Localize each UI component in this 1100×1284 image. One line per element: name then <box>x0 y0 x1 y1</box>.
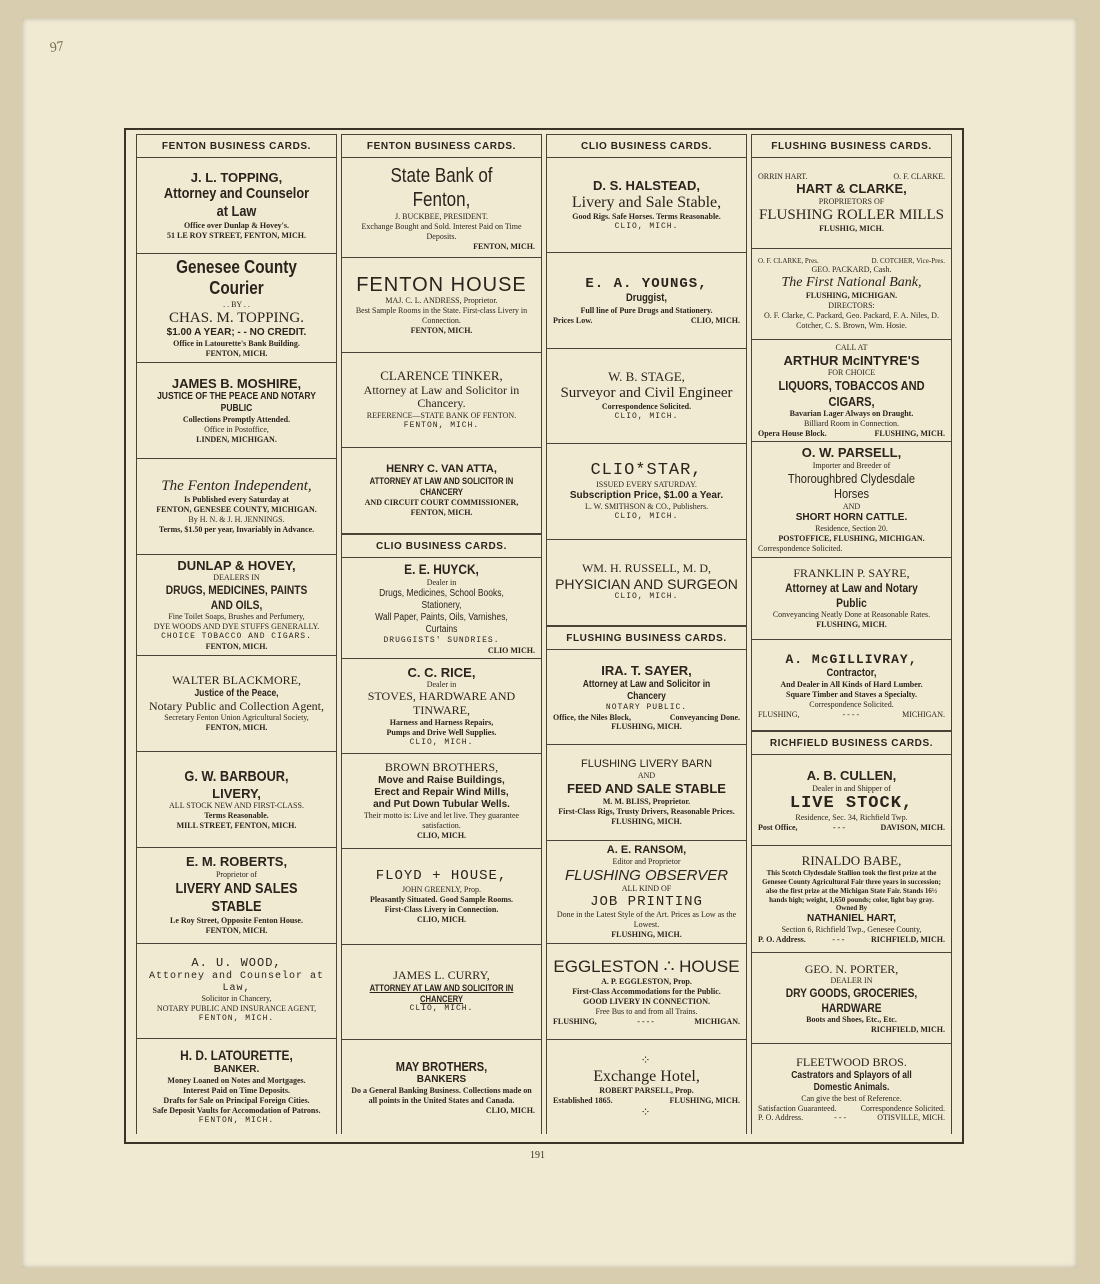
card-line: FLUSHING, MICH. <box>874 429 945 439</box>
card-barbour <box>137 752 336 848</box>
card-line: JOB PRINTING <box>590 894 703 911</box>
card-line: - - - - <box>637 1016 654 1026</box>
card-name: A. B. CULLEN, <box>806 768 897 784</box>
card-line: Section 6, Richfield Twp., Genesee County, <box>781 925 922 935</box>
card-line: NOTARY PUBLIC. <box>605 702 688 712</box>
card-line: Pumps and Drive Well Supplies. <box>386 727 497 737</box>
card-line: J. BUCKBEE, PRESIDENT. <box>395 211 488 221</box>
card-line: P. O. Address. <box>758 1112 804 1122</box>
card-line: Solicitor in Chancery, <box>201 994 272 1004</box>
card-line: CLIO, MICH. <box>614 511 679 521</box>
card-line: O. F. CLARKE, Pres. <box>758 256 819 265</box>
business-cards-frame <box>124 128 964 1144</box>
card-line: ALL STOCK NEW AND FIRST-CLASS. <box>169 801 304 811</box>
card-line: Secretary Fenton Union Agricultural Society, <box>164 713 309 723</box>
card-sayer <box>547 650 746 745</box>
card-tinker <box>342 353 541 448</box>
card-line: - - - - <box>842 709 860 719</box>
card-name: WALTER BLACKMORE, <box>172 672 301 687</box>
card-line: CLIO, MICH. <box>614 592 679 602</box>
card-line: Subscription Price, $1.00 a Year. <box>569 489 724 501</box>
card-moshire <box>137 363 336 459</box>
card-line: $1.00 A YEAR; - - NO CREDIT. <box>166 327 307 339</box>
card-line: Conveyancing Done. <box>669 712 740 722</box>
card-rice <box>342 659 541 754</box>
card-line: DRY GOODS, GROCERIES, HARDWARE <box>785 986 918 1015</box>
card-line: Billiard Room in Connection. <box>803 419 900 429</box>
card-line: LIVERY AND SALES STABLE <box>175 879 298 915</box>
card-cullen <box>752 755 951 846</box>
card-line: DAVISON, MICH. <box>880 822 945 832</box>
card-line: CLIO, MICH. <box>614 222 679 232</box>
card-line: ISSUED EVERY SATURDAY. <box>596 479 697 489</box>
card-line: FENTON, MICH. <box>403 421 480 431</box>
card-line: Opera House Block. <box>758 429 827 439</box>
card-line: FLUSHING, <box>758 709 800 719</box>
card-line: Satisfaction Guaranteed. <box>758 1103 837 1113</box>
card-line: CHOICE TOBACCO AND CIGARS. <box>161 632 312 642</box>
card-line: Notary Public and Collection Agent, <box>149 698 324 713</box>
card-line: O. F. Clarke, C. Packard, Geo. Packard, F. A. Niles, D. Cotcher, C. S. Brown, Wm. Hosie. <box>764 310 939 330</box>
card-line: CLIO, MICH. <box>485 1106 535 1116</box>
card-line: Dealer in <box>426 578 457 588</box>
card-line: LIQUORS, TOBACCOS AND CIGARS, <box>778 378 925 409</box>
card-line: LIVE STOCK, <box>789 793 914 813</box>
card-name: EGGLESTON ∴ HOUSE <box>553 957 740 977</box>
card-line: ALL KIND OF <box>621 884 672 894</box>
card-line: Office, the Niles Block, <box>553 712 631 722</box>
card-fleetwood <box>752 1044 951 1134</box>
card-latourette <box>137 1039 336 1134</box>
card-line: DRUGGISTS' SUNDRIES. <box>383 636 500 646</box>
card-line: FLUSHING OBSERVER <box>564 866 729 884</box>
card-line: FLUSHING, MICHIGAN. <box>805 290 898 300</box>
section-header: RICHFIELD BUSINESS CARDS. <box>752 731 951 755</box>
card-line: FENTON, MICH. <box>205 642 268 652</box>
card-line: and Put Down Tubular Wells. <box>373 799 510 811</box>
card-name: FLOYD + HOUSE, <box>375 868 508 885</box>
section-header: CLIO BUSINESS CARDS. <box>342 534 541 558</box>
card-line: MICHIGAN. <box>902 709 945 719</box>
card-independent <box>137 459 336 555</box>
card-name: HENRY C. VAN ATTA, <box>386 463 497 476</box>
card-name: CLARENCE TINKER, <box>380 367 503 383</box>
card-stage <box>547 349 746 444</box>
card-line: FLUSHIG, MICH. <box>819 223 884 233</box>
card-porter <box>752 953 951 1044</box>
card-line: FOR CHOICE <box>827 368 876 378</box>
card-line: 51 LE ROY STREET, FENTON, MICH. <box>167 231 306 241</box>
card-line: RICHFIELD, MICH. <box>870 935 945 945</box>
card-line: And Dealer in All Kinds of Hard Lumber. <box>780 679 923 689</box>
card-line: AND <box>637 771 656 781</box>
card-line: Attorney at Law and Solicitor in Chancery <box>582 678 711 702</box>
card-line: Proprietor of <box>215 869 258 879</box>
card-line: MICHIGAN. <box>694 1016 740 1026</box>
card-name: E. E. HUYCK, <box>404 561 479 578</box>
card-line: Surveyor and Civil Engineer <box>560 384 733 401</box>
card-name: BROWN BROTHERS, <box>384 760 499 775</box>
card-line: BANKER. <box>213 1064 260 1076</box>
card-blackmore <box>137 656 336 752</box>
page-number: 191 <box>530 1150 545 1161</box>
card-line: FENTON, MICH. <box>198 1014 275 1024</box>
card-dunlap-hovey <box>137 555 336 656</box>
section-header: FLUSHING BUSINESS CARDS. <box>752 134 951 158</box>
card-line: NOTARY PUBLIC AND INSURANCE AGENT, <box>156 1004 317 1014</box>
card-line: FLUSHING, MICH. <box>611 816 682 826</box>
card-name: A. E. RANSOM, <box>606 843 687 856</box>
card-line: MAJ. C. L. ANDRESS, Proprietor. <box>385 295 498 305</box>
card-clio-star <box>547 444 746 539</box>
card-name: MAY BROTHERS, <box>395 1058 488 1074</box>
card-name: GEO. N. PORTER, <box>804 961 899 976</box>
card-line: Attorney at Law and Solicitor in Chancery. <box>363 382 520 411</box>
card-line: DYE WOODS AND DYE STUFFS GENERALLY. <box>153 622 320 632</box>
card-line: Correspondence Solicited. <box>601 402 692 412</box>
card-line: Attorney and Counselor at Law, <box>148 971 325 994</box>
card-line: - - - <box>833 822 845 832</box>
card-line: Terms Reasonable. <box>204 811 269 821</box>
card-line: CLIO, MICH. <box>416 831 467 841</box>
card-line: CLIO, MICH. <box>690 315 740 325</box>
card-line: Residence, Section 20. <box>815 524 888 534</box>
card-line: First-Class Rigs, Trusty Drivers, Reasonable Prices. <box>558 806 735 816</box>
card-line: P. O. Address. <box>758 935 806 945</box>
card-line: Correspondence Solicited. <box>860 1103 945 1113</box>
card-courier <box>137 254 336 363</box>
card-name: JAMES L. CURRY, <box>393 968 490 982</box>
card-line: PROPRIETORS OF <box>818 196 885 206</box>
card-line: Castrators and Splayors of all Domestic Animals. <box>791 1069 912 1093</box>
column-fenton-clio <box>341 134 542 1134</box>
card-name: RINALDO BABE, <box>801 853 902 869</box>
card-line: Their motto is: Live and let live. They guarantee satisfaction. <box>363 811 520 831</box>
card-name: FENTON HOUSE <box>356 273 527 296</box>
card-line: Prices Low. <box>553 315 593 325</box>
card-line: AND CIRCUIT COURT COMMISSIONER, <box>364 498 519 507</box>
card-line: Residence, Sec. 34, Richfield Twp. <box>795 812 908 822</box>
card-line: Drafts for Sale on Principal Foreign Cities. <box>163 1096 310 1106</box>
card-line: Collections Promptly Attended. <box>182 415 291 425</box>
card-line: CHAS. M. TOPPING. <box>169 309 304 326</box>
card-line: FENTON, MICH. <box>205 925 268 935</box>
card-name: State Bank of Fenton, <box>390 164 493 211</box>
card-line: Post Office, <box>758 822 798 832</box>
card-line: STOVES, HARDWARE AND TINWARE, <box>367 689 516 717</box>
card-name: The Fenton Independent, <box>161 477 312 494</box>
card-line: Good Rigs. Safe Horses. Terms Reasonable. <box>572 212 721 222</box>
card-line: LIVERY, <box>212 785 261 801</box>
card-name: CLIO*STAR, <box>590 460 703 480</box>
card-line: Attorney and Counselor at Law <box>163 185 310 221</box>
card-russell <box>547 540 746 627</box>
card-line: REFERENCE—STATE BANK OF FENTON. <box>366 411 517 421</box>
card-line: D. COTCHER, Vice-Pres. <box>871 256 945 265</box>
card-line: CLIO MICH. <box>487 646 535 656</box>
card-name: Genesee County Courier <box>176 256 297 299</box>
card-line: Dealer in <box>426 680 457 690</box>
card-line: Money Loaned on Notes and Mortgages. <box>167 1076 306 1086</box>
card-line: Erect and Repair Wind Mills, <box>374 787 509 799</box>
card-line: Best Sample Rooms in the State. First-class Livery in Connection. <box>355 305 528 325</box>
card-line: Office in Postoffice, <box>204 425 269 435</box>
card-line: Boots and Shoes, Etc., Etc. <box>806 1015 897 1025</box>
card-line: LINDEN, MICHIGAN. <box>196 435 277 445</box>
card-name: C. C. RICE, <box>407 664 476 680</box>
card-line: M. M. BLISS, Proprietor. <box>602 796 691 806</box>
card-line: FENTON, MICH. <box>410 325 473 335</box>
card-line: Pleasantly Situated. Good Sample Rooms. <box>369 894 514 904</box>
card-line: Thoroughbred Clydesdale Horses <box>787 470 916 502</box>
card-line: Contractor, <box>826 666 877 679</box>
column-fenton-1 <box>136 134 337 1134</box>
card-may-brothers <box>342 1040 541 1134</box>
card-line: Justice of the Peace, <box>194 687 279 699</box>
section-header: FENTON BUSINESS CARDS. <box>137 134 336 158</box>
card-line: Conveyancing Neatly Done at Reasonable Rates. <box>772 610 931 620</box>
card-mcgillivray <box>752 640 951 731</box>
card-line: ORRIN HART. <box>758 171 808 181</box>
card-line: Correspondence Solicited. <box>809 699 894 709</box>
card-line: Terms, $1.50 per year, Invariably in Advance. <box>158 525 315 535</box>
card-line: Exchange Bought and Sold. Interest Paid on Time Deposits. <box>361 221 522 241</box>
card-name: FLUSHING LIVERY BARN <box>580 758 713 771</box>
card-line: A. P. EGGLESTON, Prop. <box>601 976 692 986</box>
card-name: A. U. WOOD, <box>191 956 282 971</box>
card-line: Le Roy Street, Opposite Fenton House. <box>170 915 303 925</box>
card-ransom <box>547 841 746 944</box>
card-line: ATTORNEY AT LAW AND SOLICITOR IN CHANCERY <box>369 982 514 1004</box>
card-curry <box>342 945 541 1040</box>
card-wood <box>137 944 336 1040</box>
card-eggleston <box>547 944 746 1039</box>
card-line: Livery and Sale Stable, <box>571 193 722 211</box>
card-line: First-Class Livery in Connection. <box>384 904 499 914</box>
card-line: Office over Dunlap & Hovey's. <box>184 221 289 231</box>
card-line: Editor and Proprietor <box>612 856 681 866</box>
card-fenton-house <box>342 258 541 353</box>
card-roberts <box>137 848 336 944</box>
card-livery-barn <box>547 745 746 840</box>
card-line: BANKERS <box>416 1074 467 1086</box>
card-line: . . BY . . <box>223 299 250 309</box>
card-name: H. D. LATOURETTE, <box>180 1047 293 1064</box>
card-exchange-hotel <box>547 1040 746 1134</box>
card-line: CLIO, MICH. <box>614 412 679 422</box>
card-line: By H. N. & J. H. JENNINGS. <box>188 515 285 525</box>
card-huyck <box>342 558 541 659</box>
card-line: Correspondence Solicited. <box>758 544 843 554</box>
card-line: Interest Paid on Time Deposits. <box>183 1086 290 1096</box>
card-line: Square Timber and Staves a Specialty. <box>786 689 917 699</box>
card-line: FEED AND SALE STABLE <box>567 781 726 797</box>
card-line: Can give the best of Reference. <box>801 1093 902 1103</box>
card-line: FLUSHING, MICH. <box>816 620 887 630</box>
card-name: O. W. PARSELL, <box>801 445 902 461</box>
card-state-bank <box>342 158 541 258</box>
card-line: POSTOFFICE, FLUSHING, MICHIGAN. <box>778 534 925 544</box>
card-name: E. A. YOUNGS, <box>585 276 708 293</box>
card-line: CLIO, MICH. <box>409 1004 474 1014</box>
ornament-icon: ⁘ <box>640 1053 653 1068</box>
card-line: O. F. CLARKE. <box>893 171 945 181</box>
card-line: This Scotch Clydesdale Stallion took the first prize at the Genesee County Agricultural Fair three years in succession; also the first prize at the Michigan State Fair. Stands 16½ hands high; weight, 1,650 pounds; color, light bay gray. Owned By <box>762 869 941 913</box>
card-line: FENTON, MICH. <box>473 241 535 251</box>
card-name: IRA. T. SAYER, <box>601 662 692 678</box>
card-name: Exchange Hotel, <box>593 1068 700 1086</box>
card-floyd-house <box>342 849 541 944</box>
card-name: J. L. TOPPING, <box>190 169 283 185</box>
card-rinaldo-babe <box>752 846 951 954</box>
card-youngs <box>547 253 746 348</box>
card-line: Safe Deposit Vaults for Accomodation of Patrons. <box>152 1106 321 1116</box>
card-line: Established 1865. <box>553 1096 613 1106</box>
card-line: JOHN GREENLY, Prop. <box>401 884 482 894</box>
card-name: D. S. HALSTEAD, <box>593 178 700 194</box>
card-line: DEALERS IN <box>213 573 260 583</box>
card-line: Move and Raise Buildings, <box>378 775 505 787</box>
card-first-national <box>752 249 951 340</box>
card-line: GEO. PACKARD, Cash. <box>811 264 892 274</box>
card-line: OTISVILLE, MICH. <box>877 1112 945 1122</box>
card-name: JAMES B. MOSHIRE, <box>171 375 302 391</box>
card-line: SHORT HORN CATTLE. <box>795 512 908 524</box>
card-line: Done in the Latest Style of the Art. Prices as Low as the Lowest. <box>556 910 737 930</box>
card-name: ARTHUR McINTYRE'S <box>783 352 920 368</box>
card-line: ROBERT PARSELL, Prop. <box>599 1086 694 1096</box>
card-name: DUNLAP & HOVEY, <box>177 557 296 573</box>
card-line: FLUSHING, <box>553 1016 597 1026</box>
card-line: GOOD LIVERY IN CONNECTION. <box>583 996 710 1006</box>
cards-grid <box>136 134 952 1134</box>
card-line: RICHFIELD, MICH. <box>870 1025 945 1035</box>
column-flushing-richfield <box>751 134 952 1134</box>
card-name: W. B. STAGE, <box>608 368 685 384</box>
card-topping <box>137 158 336 254</box>
card-line: Free Bus to and from all Trains. <box>595 1006 698 1016</box>
ornament-icon: ⁘ <box>640 1105 653 1120</box>
card-line: Full line of Pure Drugs and Stationery. <box>580 305 713 315</box>
card-sayre <box>752 558 951 640</box>
card-line: AND <box>842 502 861 512</box>
card-line: DEALER IN <box>830 976 873 986</box>
card-line: DIRECTORS: <box>828 300 875 310</box>
card-brown-brothers <box>342 754 541 849</box>
card-line: FENTON, MICH. <box>205 723 268 733</box>
card-parsell <box>752 442 951 558</box>
card-line: First-Class Accommodations for the Public. <box>572 986 721 996</box>
card-halstead <box>547 158 746 253</box>
column-clio-flushing <box>546 134 747 1134</box>
card-name: WM. H. RUSSELL, M. D, <box>581 561 711 576</box>
card-name: FLEETWOOD BROS. <box>796 1055 907 1070</box>
card-line: - - - <box>834 1112 847 1122</box>
card-name: The First National Bank, <box>781 274 922 290</box>
section-header: FENTON BUSINESS CARDS. <box>342 134 541 158</box>
card-line: JUSTICE OF THE PEACE AND NOTARY PUBLIC <box>157 391 316 415</box>
section-header: CLIO BUSINESS CARDS. <box>547 134 746 158</box>
card-line: FLUSHING, MICH. <box>611 721 682 731</box>
card-line: CLIO, MICH. <box>416 914 467 924</box>
section-header: FLUSHING BUSINESS CARDS. <box>547 626 746 650</box>
card-line: PHYSICIAN AND SURGEON <box>555 576 738 593</box>
card-line: FENTON, MICH. <box>198 1116 275 1126</box>
card-line: NATHANIEL HART, <box>806 913 897 925</box>
card-line: Drugs, Medicines, School Books, Stationery, <box>379 588 504 612</box>
card-name: HART & CLARKE, <box>796 180 907 196</box>
card-line: Bavarian Lager Always on Draught. <box>789 409 914 419</box>
card-line: FENTON, MICH. <box>205 349 268 359</box>
corner-mark: 97 <box>48 39 65 56</box>
card-line: Wall Paper, Paints, Oils, Varnishes, Curtains <box>375 612 508 636</box>
card-name: FRANKLIN P. SAYRE, <box>793 566 910 581</box>
card-name: A. McGILLIVRAY, <box>785 651 918 667</box>
card-line: Attorney at Law and Notary Public <box>785 581 918 610</box>
card-name: G. W. BARBOUR, <box>184 767 289 785</box>
card-van-atta <box>342 448 541 534</box>
card-line: Is Published every Saturday at <box>184 495 289 505</box>
card-line: Office in Latourette's Bank Building. <box>173 339 300 349</box>
card-line: CLIO, MICH. <box>409 737 474 747</box>
card-line: Dealer in and Shipper of <box>812 783 891 793</box>
card-line: FLUSHING, MICH. <box>611 930 682 940</box>
card-line: CALL AT <box>835 342 868 352</box>
card-line: L. W. SMITHSON & CO., Publishers. <box>584 501 709 511</box>
card-line: Do a General Banking Business. Collections made on all points in the United States and Canada. <box>351 1086 532 1106</box>
card-line: FENTON, GENESEE COUNTY, MICHIGAN. <box>156 505 317 515</box>
card-mcintyre <box>752 340 951 443</box>
card-name: E. M. ROBERTS, <box>185 854 288 870</box>
card-line: DRUGS, MEDICINES, PAINTS AND OILS, <box>165 583 308 612</box>
card-line: MILL STREET, FENTON, MICH. <box>176 821 297 831</box>
card-line: ATTORNEY AT LAW AND SOLICITOR IN CHANCERY <box>369 476 514 498</box>
card-hart-clarke <box>752 158 951 249</box>
card-line: Harness and Harness Repairs, <box>389 717 494 727</box>
card-line: FENTON, MICH. <box>410 508 473 517</box>
card-line: - - - <box>832 935 845 945</box>
card-line: Importer and Breeder of <box>812 460 891 470</box>
card-line: Druggist, <box>625 292 668 305</box>
card-line: FLUSHING, MICH. <box>669 1096 740 1106</box>
card-line: FLUSHING ROLLER MILLS <box>758 206 944 223</box>
card-line: Fine Toilet Soaps, Brushes and Perfumery, <box>168 612 305 622</box>
